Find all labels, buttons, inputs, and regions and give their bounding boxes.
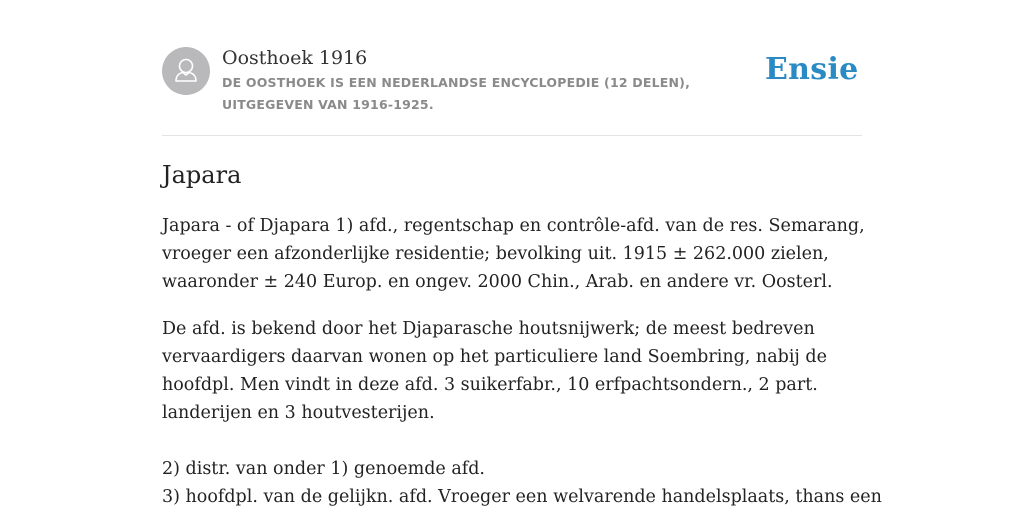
text-line: vervaardigers daarvan wonen op het particuliere land Soembring, nabij de bbox=[162, 347, 827, 367]
paragraph-3 bbox=[162, 455, 882, 511]
user-silhouette-icon bbox=[162, 47, 210, 95]
text-line: 2) distr. van onder 1) genoemde afd. bbox=[162, 459, 485, 479]
ensie-logo[interactable]: Ensie bbox=[765, 52, 859, 87]
source-name[interactable]: Oosthoek 1916 bbox=[222, 47, 368, 69]
text-line: De afd. is bekend door het Djaparasche houtsnijwerk; de meest bedreven bbox=[162, 319, 815, 339]
paragraph-1 bbox=[162, 212, 865, 296]
article-title: Japara bbox=[162, 161, 242, 189]
source-header bbox=[162, 46, 862, 116]
text-line: landerijen en 3 houtvesterijen. bbox=[162, 403, 435, 423]
text-line: hoofdpl. Men vindt in deze afd. 3 suikerfabr., 10 erfpachtsondern., 2 part. bbox=[162, 375, 818, 395]
source-avatar[interactable] bbox=[162, 47, 210, 95]
article-body bbox=[162, 212, 882, 511]
text-line: 3) hoofdpl. van de gelijkn. afd. Vroeger een welvarende handelsplaats, thans een bbox=[162, 487, 882, 507]
paragraph-2 bbox=[162, 315, 862, 427]
text-line: vroeger een afzonderlijke residentie; bevolking uit. 1915 ± 262.000 zielen, bbox=[162, 244, 829, 264]
source-description: DE OOSTHOEK IS EEN NEDERLANDSE ENCYCLOPEDIE (12 DELEN), UITGEGEVEN VAN 1916-1925. bbox=[222, 75, 691, 112]
text-line: Japara - of Djapara 1) afd., regentschap en contrôle-afd. van de res. Semarang, bbox=[162, 216, 865, 236]
text-line: waaronder ± 240 Europ. en ongev. 2000 Chin., Arab. en andere vr. Oosterl. bbox=[162, 272, 833, 292]
header-divider bbox=[162, 135, 862, 136]
